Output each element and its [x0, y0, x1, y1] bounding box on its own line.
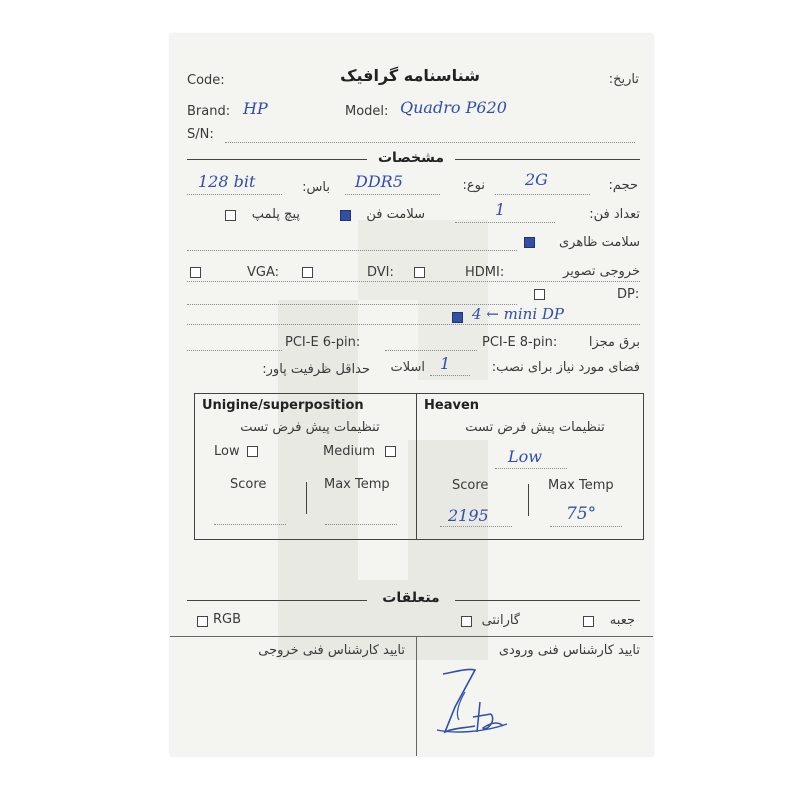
- heaven-preset-label: تنظیمات پیش فرض تست: [465, 420, 605, 435]
- heaven-maxtemp-label: Max Temp: [548, 478, 614, 493]
- fan-count-value[interactable]: 1: [495, 200, 506, 219]
- fan-health-checkbox[interactable]: [340, 210, 351, 221]
- brand-label: Brand:: [187, 104, 231, 119]
- vga-checkbox[interactable]: [190, 267, 201, 278]
- hdmi-label: HDMI:: [465, 265, 505, 280]
- unigine-divider: [306, 482, 307, 514]
- mini-dp-note: 4 ← mini DP: [472, 305, 565, 323]
- output-approval-label: تایید کارشناس فنی خروجی: [258, 643, 405, 658]
- type-label: نوع:: [462, 178, 485, 193]
- mini-dp-checkbox[interactable]: [452, 312, 463, 323]
- approval-rule: [170, 636, 653, 637]
- screw-checkbox[interactable]: [225, 210, 236, 221]
- approval-divider: [416, 636, 417, 756]
- appearance-label: سلامت ظاهری: [558, 235, 640, 250]
- vga-label: VGA:: [247, 265, 280, 280]
- accessories-rule-right: [455, 600, 640, 601]
- rgb-checkbox[interactable]: [197, 616, 208, 627]
- pcie6-label: PCI-E 6-pin:: [285, 335, 361, 350]
- signature: [425, 662, 520, 747]
- date-label: تاریخ:: [608, 72, 639, 87]
- pcie6-line: [187, 350, 282, 351]
- pcie8-line: [385, 350, 477, 351]
- unigine-title: Unigine/superposition: [202, 398, 364, 413]
- specs-heading: مشخصات: [377, 150, 445, 166]
- unigine-medium-checkbox[interactable]: [385, 446, 396, 457]
- form-title: شناسنامه گرافیک: [340, 66, 480, 85]
- capacity-label: حجم:: [608, 178, 638, 193]
- slots-line: [430, 375, 470, 376]
- heaven-preset-line: [495, 468, 567, 469]
- accessories-rule-left: [187, 600, 367, 601]
- dp-note-line: [187, 324, 640, 325]
- type-line: [345, 194, 440, 195]
- unigine-preset-label: تنظیمات پیش فرض تست: [240, 420, 380, 435]
- bus-line: [187, 194, 282, 195]
- unigine-maxtemp-field[interactable]: [325, 524, 397, 525]
- heaven-preset-value[interactable]: Low: [508, 447, 542, 466]
- bus-value[interactable]: 128 bit: [198, 172, 256, 191]
- psu-label: حداقل ظرفیت پاور:: [262, 362, 370, 377]
- box-label: جعبه: [609, 613, 635, 628]
- outputs-label: خروجی تصویر: [563, 264, 640, 279]
- rgb-label: RGB: [213, 612, 242, 627]
- capacity-line: [495, 194, 590, 195]
- brand-value: HP: [243, 99, 268, 118]
- unigine-low-checkbox[interactable]: [247, 446, 258, 457]
- heaven-title: Heaven: [424, 398, 480, 413]
- heaven-score-value[interactable]: 2195: [448, 506, 489, 525]
- unigine-medium-label: Medium: [323, 444, 375, 459]
- heaven-score-line: [440, 526, 512, 527]
- appearance-line: [187, 250, 517, 251]
- unigine-maxtemp-label: Max Temp: [324, 477, 390, 492]
- specs-rule-right: [455, 159, 640, 160]
- input-approval-label: تایید کارشناس فنی ورودی: [498, 643, 640, 658]
- box-checkbox[interactable]: [583, 616, 594, 627]
- model-value: Quadro P620: [400, 98, 507, 117]
- pcie8-label: PCI-E 8-pin:: [482, 335, 558, 350]
- hdmi-checkbox[interactable]: [414, 267, 425, 278]
- model-label: Model:: [345, 104, 389, 119]
- dp-checkbox[interactable]: [534, 289, 545, 300]
- space-label: فضای مورد نیاز برای نصب:: [491, 360, 640, 375]
- unigine-score-label: Score: [230, 477, 267, 492]
- bus-label: باس:: [302, 180, 330, 195]
- warranty-checkbox[interactable]: [461, 616, 472, 627]
- unigine-low-label: Low: [214, 444, 240, 459]
- fan-count-line: [455, 222, 555, 223]
- power-label: برق مجزا: [588, 335, 640, 350]
- heaven-maxtemp-line: [550, 526, 622, 527]
- screw-label: پیچ پلمپ: [251, 207, 300, 222]
- heaven-score-label: Score: [452, 478, 489, 493]
- slots-value[interactable]: 1: [440, 354, 451, 373]
- dp-line: [187, 304, 517, 305]
- accessories-heading: متعلقات: [382, 590, 440, 606]
- capacity-value[interactable]: 2G: [525, 170, 548, 189]
- appearance-checkbox[interactable]: [524, 237, 535, 248]
- dp-label: DP:: [617, 287, 640, 302]
- unigine-score-field[interactable]: [214, 524, 286, 525]
- fan-count-label: تعداد فن:: [589, 207, 640, 222]
- heaven-maxtemp-value[interactable]: 75°: [566, 504, 597, 524]
- code-label: Code:: [187, 73, 225, 88]
- sn-field[interactable]: [225, 142, 635, 143]
- fan-health-label: سلامت فن: [366, 207, 425, 222]
- sn-label: S/N:: [187, 127, 214, 142]
- specs-rule-left: [187, 159, 367, 160]
- heaven-divider: [528, 484, 529, 516]
- dvi-checkbox[interactable]: [302, 267, 313, 278]
- slots-label: اسلات: [390, 360, 425, 375]
- dvi-label: DVI:: [367, 265, 394, 280]
- test-table-divider: [416, 393, 417, 539]
- type-value[interactable]: DDR5: [355, 172, 403, 191]
- warranty-label: گارانتی: [481, 613, 520, 628]
- outputs-line: [187, 281, 640, 282]
